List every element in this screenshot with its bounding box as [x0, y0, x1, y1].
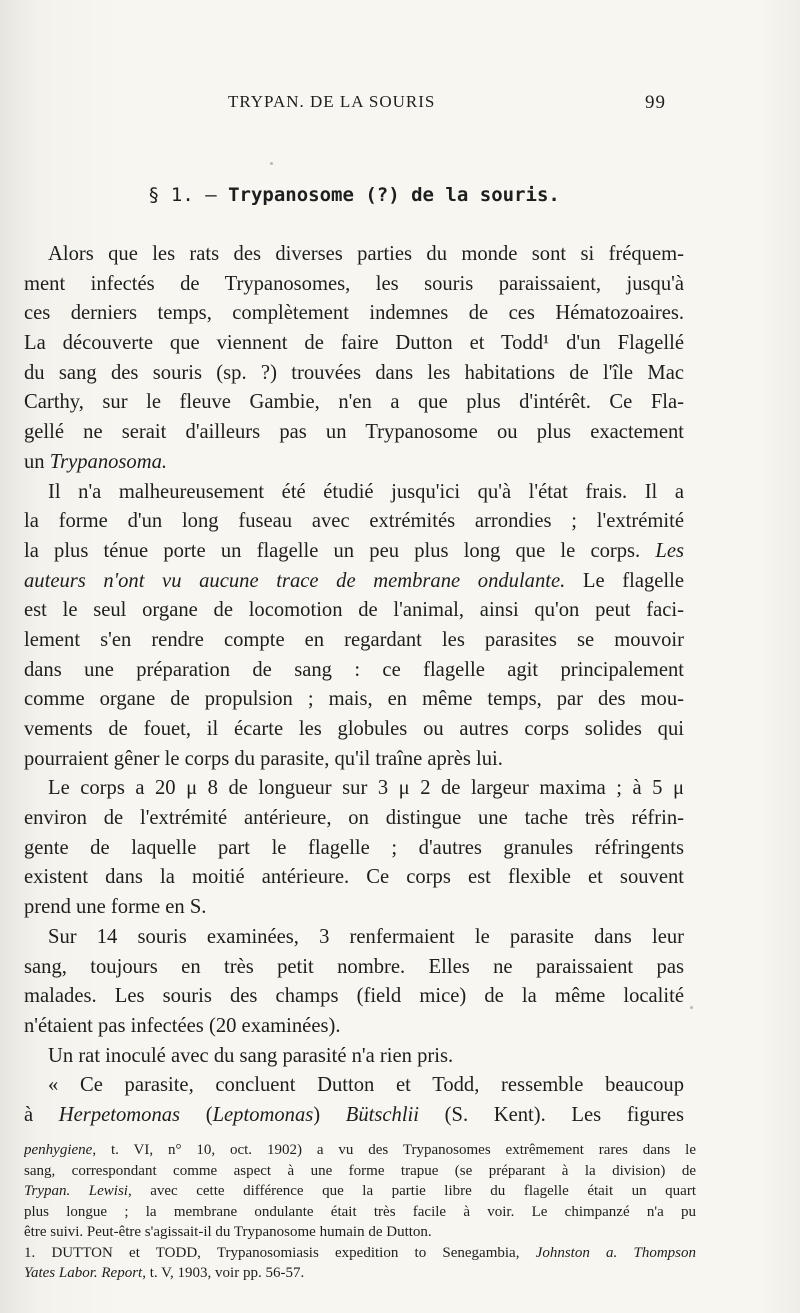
footnote-line [24, 1263, 696, 1284]
body-line [24, 567, 684, 597]
text-run: gellé ne serait d'ailleurs pas un Trypanosome ou plus exactement [24, 421, 684, 444]
text-run: être suivi. Peut-être s'agissait-il du Trypanosome humain de Dutton. [24, 1224, 432, 1240]
body-line [24, 923, 684, 953]
footnote-line [24, 1243, 696, 1264]
text-run: sang, toujours en très petit nombre. Elles ne paraissaient pas [24, 955, 684, 978]
footnote-line [24, 1222, 696, 1243]
text-run: La découverte que viennent de faire Dutton et Todd¹ d'un Flagellé [24, 332, 684, 355]
text-run: existent dans la moitié antérieure. Ce corps est flexible et souvent [24, 866, 684, 889]
body-line [24, 448, 684, 478]
text-run: lement s'en rendre compte en regardant les parasites se mouvoir [24, 628, 684, 651]
body-line [24, 685, 684, 715]
text-run: , t. VI, n° 10, oct. 1902) a vu des Trypanosomes extrêmement rares dans le [92, 1142, 696, 1158]
text-run: Sur 14 souris examinées, 3 renfermaient le parasite dans leur [48, 925, 684, 948]
italic-text: Trypan. Lewisi [24, 1183, 128, 1199]
body-line [24, 359, 684, 389]
footnotes [24, 1140, 696, 1284]
body-line [24, 537, 684, 567]
footnote-line [24, 1181, 696, 1202]
text-run: ) [313, 1103, 346, 1126]
running-title: TRYPAN. DE LA SOURIS [228, 92, 436, 111]
body-line [24, 1012, 684, 1042]
italic-text: Leptomonas [212, 1103, 314, 1126]
footnote-line [24, 1202, 696, 1223]
text-run: comme organe de propulsion ; mais, en même temps, par des mou- [24, 688, 684, 711]
body-line [24, 270, 684, 300]
text-run: Alors que les rats des diverses parties du monde sont si fréquem- [48, 243, 684, 265]
body-line [24, 329, 684, 359]
text-run: malades. Les souris des champs (field mice) de la même localité [24, 985, 684, 1008]
section-heading [148, 184, 560, 206]
text-run: gente de laquelle part le flagelle ; d'autres granules réfringents [24, 836, 684, 859]
text-run: la plus ténue porte un flagelle un peu plus long que le corps. [24, 539, 656, 562]
text-run: est le seul organe de locomotion de l'animal, ainsi qu'on peut faci- [24, 599, 684, 622]
text-run: 1. DUTTON et TODD, Trypanosomiasis expedition to Senegambia, [24, 1244, 536, 1261]
text-run: dans une préparation de sang : ce flagelle agit principalement [24, 658, 684, 681]
text-run: vements de fouet, il écarte les globules ou autres corps solides qui [24, 718, 684, 740]
body-line [24, 745, 684, 775]
text-run: Le flagelle [565, 569, 684, 592]
body-line [24, 774, 684, 804]
italic-text: penhygiene [24, 1142, 93, 1158]
footnote-line [24, 1161, 696, 1182]
running-head [0, 92, 800, 116]
italic-text: Johnston a. Thompson [535, 1244, 696, 1261]
body-line [24, 804, 684, 834]
text-run: prend une forme en S. [24, 896, 207, 919]
body-line [24, 240, 684, 270]
body-line [24, 863, 684, 893]
text-run: pourraient gêner le corps du parasite, qu'il traîne après lui. [24, 747, 503, 770]
text-run: , avec cette différence que la partie libre du flagelle était un quart [127, 1183, 696, 1199]
footnote-line [24, 1140, 696, 1161]
text-run: environ de l'extrémité antérieure, on distingue une tache très réfrin- [24, 807, 684, 830]
text-run: à [24, 1103, 59, 1126]
text-run: sang, correspondant comme aspect à une forme trapue (se préparant à la division) de [24, 1162, 696, 1179]
text-run: Le corps a 20 μ 8 de longueur sur 3 μ 2 de largeur maxima ; à 5 μ [48, 777, 684, 800]
italic-text: Trypanosoma. [49, 450, 168, 473]
body-line [24, 715, 684, 745]
text-run: n'étaient pas infectées (20 examinées). [24, 1014, 341, 1037]
body-line [24, 953, 684, 983]
text-run: du sang des souris (sp. ?) trouvées dans les habitations de l'île Mac [24, 361, 684, 384]
body-line [24, 596, 684, 626]
text-run: Il n'a malheureusement été étudié jusqu'ici qu'à l'état frais. Il a [48, 480, 684, 503]
text-run: ( [180, 1103, 213, 1126]
text-run: la forme d'un long fuseau avec extrémités arrondies ; l'extrémité [24, 510, 684, 533]
italic-text: Les [655, 539, 684, 562]
body-line [24, 388, 684, 418]
text-run: ment infectés de Trypanosomes, les souris paraissaient, jusqu'à [24, 272, 684, 295]
italic-text: Herpetomonas [58, 1103, 181, 1126]
body-text [24, 240, 684, 1131]
body-line [24, 478, 684, 508]
italic-text: Yates Labor. Report [24, 1265, 143, 1281]
text-run: , t. V, 1903, voir pp. 56-57. [142, 1265, 305, 1281]
text-run: un [24, 450, 50, 473]
section-title: Trypanosome (?) de la souris. [228, 184, 560, 206]
body-line [24, 834, 684, 864]
text-run: ces derniers temps, complètement indemnes de ces Hématozoaires. [24, 302, 684, 325]
body-line [24, 626, 684, 656]
body-line [24, 299, 684, 329]
body-line [24, 656, 684, 686]
paper-speck [270, 162, 273, 165]
body-line [24, 507, 684, 537]
italic-text: auteurs n'ont vu aucune trace de membrane ondulante. [24, 569, 566, 592]
text-run: (S. Kent). Les figures [419, 1103, 684, 1126]
text-run: « Ce parasite, concluent Dutton et Todd, ressemble beaucoup [48, 1074, 684, 1097]
paper-speck [690, 1006, 693, 1009]
body-line [24, 1042, 684, 1072]
section-number: § 1. — [148, 184, 217, 206]
body-line [24, 982, 684, 1012]
body-line [24, 1071, 684, 1101]
text-run: plus longue ; la membrane ondulante était très facile à voir. Le chimpanzé n'a pu [24, 1203, 696, 1220]
italic-text: Bütschlii [345, 1103, 419, 1126]
page-number: 99 [645, 92, 666, 113]
body-line [24, 893, 684, 923]
text-run: Carthy, sur le fleuve Gambie, n'en a que plus d'intérêt. Ce Fla- [24, 391, 684, 414]
text-run: Un rat inoculé avec du sang parasité n'a rien pris. [48, 1044, 454, 1067]
body-line [24, 1101, 684, 1131]
body-line [24, 418, 684, 448]
